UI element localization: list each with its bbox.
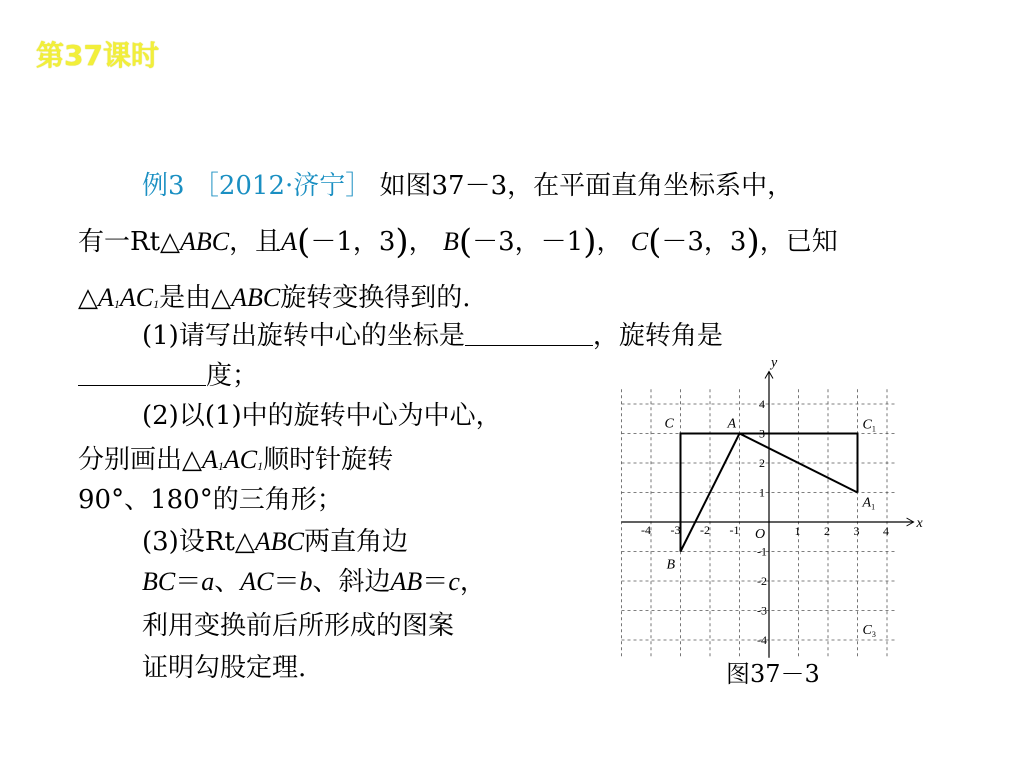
problem-line-1 — [142, 170, 793, 202]
x-tick-label: -1 — [729, 523, 740, 537]
question-2-text: 90°、180°的三角形； — [78, 485, 343, 515]
text-fragment: ，且 — [229, 227, 282, 257]
x-tick-label: -3 — [670, 523, 681, 537]
y-tick-label: 2 — [759, 456, 765, 470]
question-3-text: 利用变换前后所形成的图案 — [142, 611, 455, 641]
answer-blank-center[interactable] — [465, 323, 593, 346]
point-name: AC — [119, 283, 154, 312]
text-fragment: (3)设Rt△ — [142, 527, 255, 557]
point-c-name: C — [630, 227, 649, 256]
x-axis-label: x — [916, 516, 923, 531]
origin-label: O — [755, 527, 766, 542]
figure-caption: 图37－3 — [726, 660, 820, 688]
subscript: 1 — [113, 297, 120, 311]
text-fragment: 顺时针旋转 — [263, 445, 394, 475]
question-1-line-1 — [142, 320, 723, 352]
point-c3-label: $C_3$ — [862, 623, 876, 639]
y-tick-label: -3 — [757, 603, 767, 618]
question-2-text: (2)以(1)中的旋转中心为中心， — [142, 401, 502, 431]
point-a-coords: －1，3 — [310, 227, 396, 257]
text-fragment: ， — [459, 567, 486, 597]
lesson-title: 第37课时 — [36, 39, 159, 72]
problem-line-3 — [78, 282, 471, 320]
question-3-line-4 — [142, 652, 306, 684]
x-tick-label: -4 — [641, 523, 651, 537]
point-name: AC — [223, 445, 258, 474]
question-1-text: (1)请写出旋转中心的坐标是 — [142, 321, 465, 351]
point-c-label: C — [664, 416, 674, 432]
x-tick-label: 1 — [794, 524, 801, 538]
subscript: 1 — [153, 297, 160, 311]
text-fragment: 两直角边 — [303, 527, 408, 557]
segment-name: BC — [142, 567, 176, 596]
triangle-symbol: △ — [78, 283, 98, 313]
question-3-line-1 — [142, 526, 408, 558]
x-tick-label: 2 — [824, 524, 830, 538]
example-intro: 如图37－3，在平面直角坐标系中， — [379, 171, 794, 201]
y-tick-label: -4 — [757, 633, 767, 647]
question-1-line-2 — [78, 360, 258, 392]
coordinate-figure — [630, 355, 923, 655]
example-label: 例3 — [142, 171, 185, 201]
triangle-name: ABC — [254, 527, 304, 556]
variable: b — [299, 567, 313, 596]
problem-line-2: 有一Rt△ABC，且A(－1，3)， B(－3，－1)， C(－3，3)，已知 — [78, 222, 838, 262]
point-a1-label: $A_1$ — [862, 495, 876, 512]
question-2-line-1 — [142, 400, 502, 432]
text-fragment: ＝ — [175, 567, 202, 597]
triangle-name: ABC — [180, 227, 230, 256]
y-tick-label: 3 — [759, 426, 765, 441]
x-tick-label: 3 — [853, 524, 860, 538]
point-b-label: B — [666, 557, 676, 573]
segment-name: AB — [390, 567, 423, 596]
x-tick-label: -2 — [700, 523, 710, 537]
text-fragment: ， — [408, 227, 435, 257]
y-axis-label: y — [771, 355, 778, 371]
point-a-label: A — [727, 416, 737, 432]
text-fragment: ＝ — [273, 567, 300, 597]
y-tick-label: 4 — [759, 397, 765, 411]
variable: a — [201, 567, 215, 596]
text-fragment: ，已知 — [759, 227, 838, 257]
text-fragment: 、 — [214, 567, 241, 597]
text-fragment: ， — [596, 227, 623, 257]
variable: c — [448, 567, 460, 596]
question-1-text: 度； — [206, 361, 259, 391]
point-b-name: B — [442, 227, 459, 256]
triangle-name: ABC — [231, 283, 281, 312]
point-name: A — [202, 445, 218, 474]
text-fragment: 是由△ — [159, 283, 232, 313]
text-fragment: ＝ — [422, 567, 449, 597]
question-3-text: 证明勾股定理. — [142, 653, 307, 683]
text-fragment: 分别画出△ — [78, 445, 202, 475]
example-source: ［2012·济宁］ — [192, 171, 372, 201]
subscript: 1 — [257, 459, 264, 473]
text-fragment: 旋转变换得到的. — [280, 283, 471, 313]
point-b-coords: －3，－1 — [472, 227, 584, 257]
y-tick-label: -1 — [757, 544, 767, 559]
question-3-line-2 — [142, 566, 486, 598]
x-tick-label: 4 — [883, 524, 889, 538]
subscript: 1 — [217, 459, 224, 473]
question-2-line-3 — [78, 484, 343, 516]
segment-name: AC — [240, 567, 274, 596]
point-a-name: A — [281, 227, 298, 256]
point-c1-label: $C_1$ — [862, 417, 876, 434]
question-2-line-2 — [78, 444, 393, 482]
answer-blank-angle[interactable] — [78, 363, 206, 386]
point-name: A — [98, 283, 114, 312]
text-fragment: 、斜边 — [312, 567, 391, 597]
y-tick-label: 1 — [759, 485, 765, 500]
question-3-line-3 — [142, 610, 454, 642]
point-c-coords: －3，3 — [661, 227, 747, 257]
y-tick-label: -2 — [757, 574, 767, 588]
text-fragment: 有一Rt△ — [78, 227, 181, 257]
question-1-text: ，旋转角是 — [592, 321, 723, 351]
